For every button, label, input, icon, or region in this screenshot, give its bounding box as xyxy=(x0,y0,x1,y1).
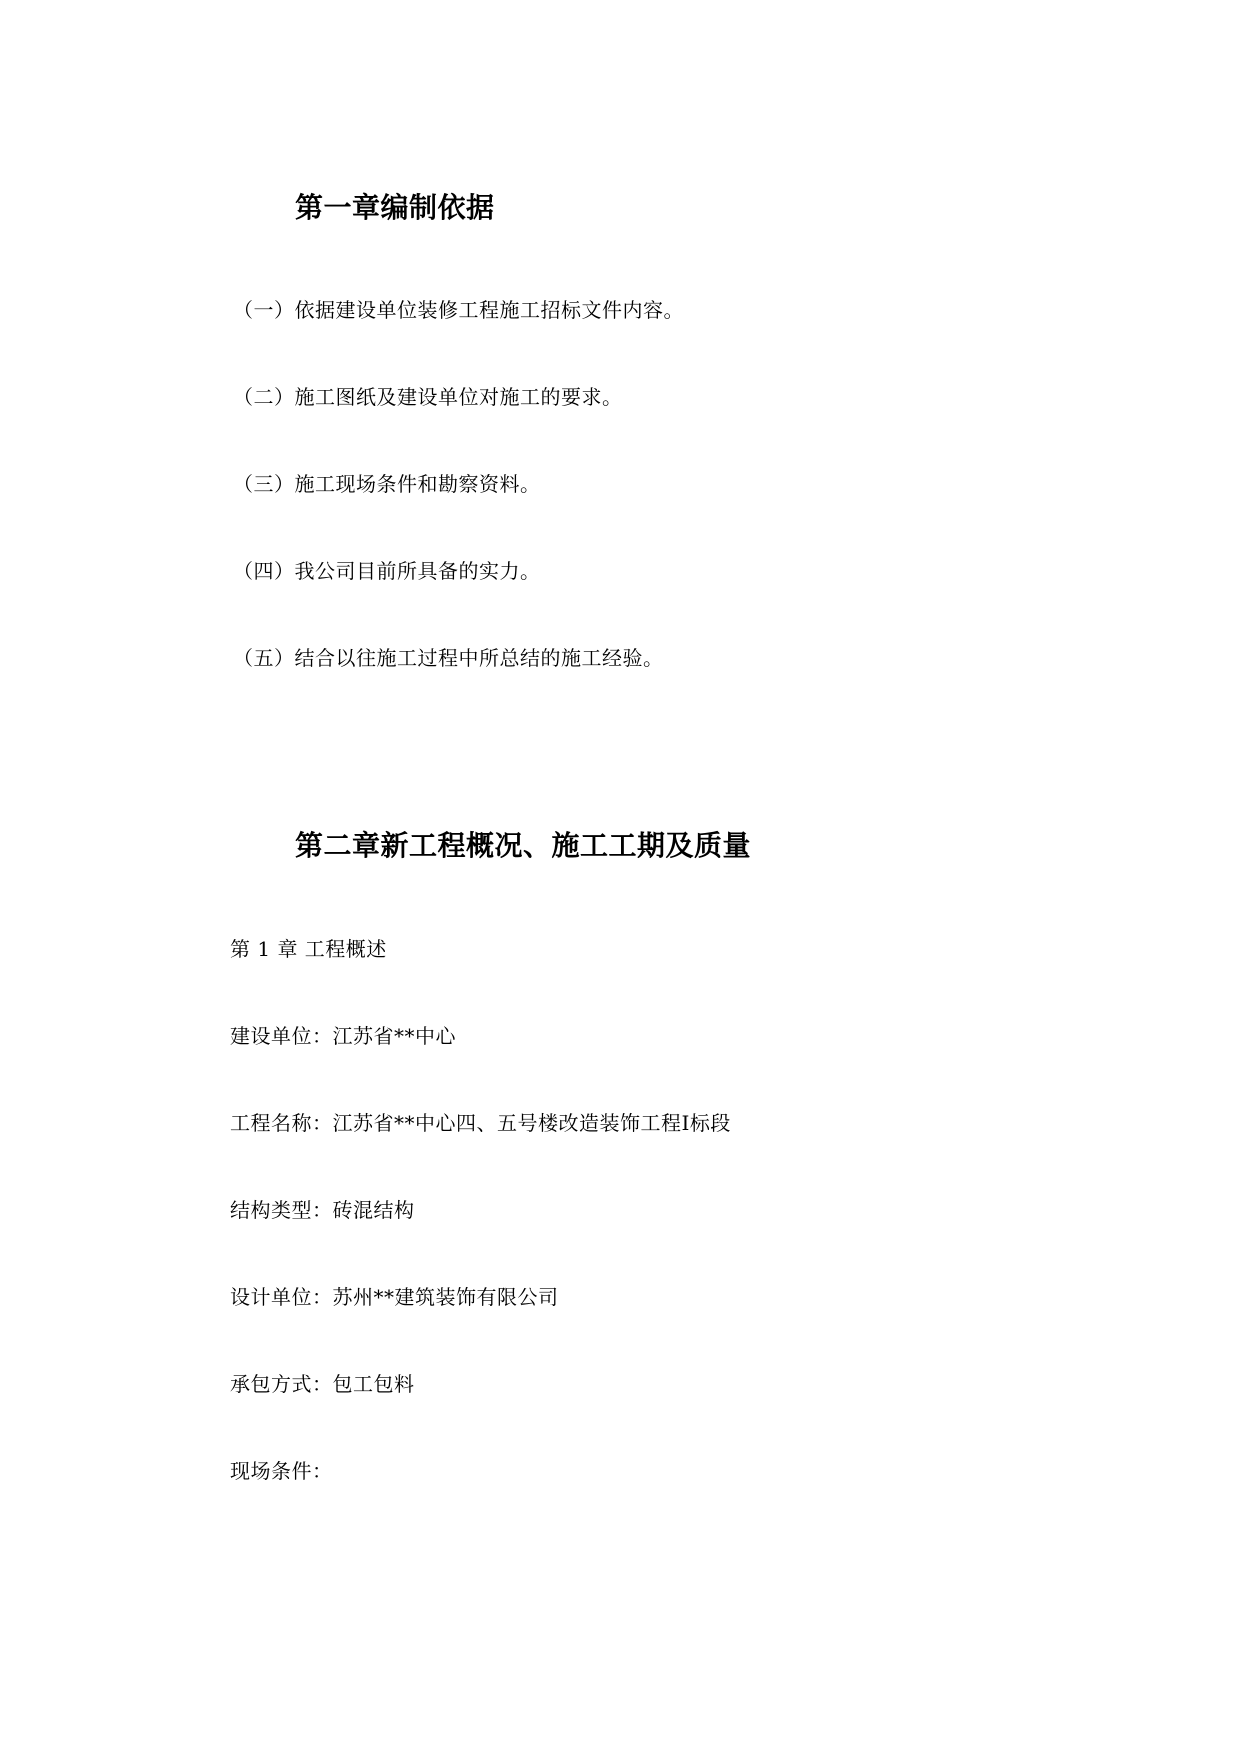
basis-item-1: （一）依据建设单位装修工程施工招标文件内容。 xyxy=(233,298,684,322)
field-project-name: 工程名称：江苏省**中心四、五号楼改造装饰工程Ⅰ标段 xyxy=(230,1111,731,1135)
field-client: 建设单位：江苏省**中心 xyxy=(230,1024,456,1048)
basis-item-3: （三）施工现场条件和勘察资料。 xyxy=(233,472,541,496)
basis-item-5: （五）结合以往施工过程中所总结的施工经验。 xyxy=(233,646,664,670)
field-structure-type: 结构类型：砖混结构 xyxy=(230,1198,415,1222)
field-site-conditions: 现场条件： xyxy=(230,1459,333,1483)
basis-item-4: （四）我公司目前所具备的实力。 xyxy=(233,559,541,583)
section-heading: 第 1 章 工程概述 xyxy=(230,937,387,961)
chapter-1-title: 第一章编制依据 xyxy=(295,191,495,224)
basis-item-2: （二）施工图纸及建设单位对施工的要求。 xyxy=(233,385,623,409)
field-contract-mode: 承包方式：包工包料 xyxy=(230,1372,415,1396)
chapter-2-title: 第二章新工程概况、施工工期及质量 xyxy=(295,829,752,862)
field-design-unit: 设计单位：苏州**建筑装饰有限公司 xyxy=(230,1285,559,1309)
